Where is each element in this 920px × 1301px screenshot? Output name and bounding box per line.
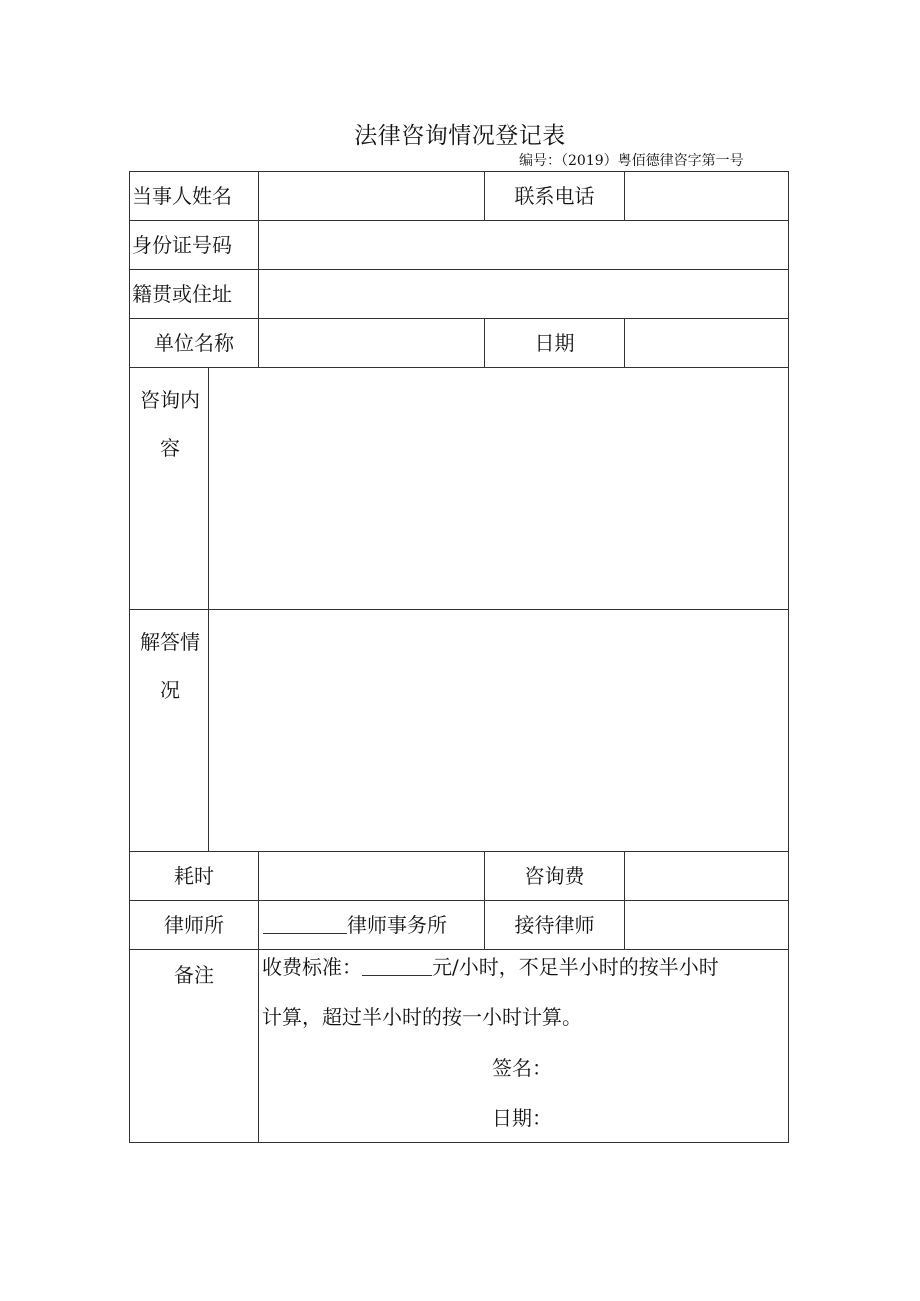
date-field[interactable] — [626, 319, 787, 366]
column-divider — [624, 171, 625, 220]
fee-standard-label: 收费标准： — [262, 955, 362, 979]
sign-date-label: 日期： — [492, 1106, 552, 1130]
law-firm-suffix: 律师事务所 — [347, 913, 447, 937]
answer-label: 解答情况 — [140, 630, 200, 702]
column-divider — [624, 851, 625, 949]
reception-lawyer-label: 接待律师 — [514, 913, 595, 937]
client-name-label: 当事人姓名 — [132, 184, 232, 208]
remarks-fee-line-2: 计算，超过半小时的按一小时计算。 — [262, 1005, 582, 1029]
answer-field[interactable] — [210, 610, 787, 850]
client-name-field[interactable] — [260, 172, 483, 219]
hourly-rate-blank[interactable] — [362, 955, 432, 976]
law-firm-blank[interactable] — [263, 913, 347, 934]
id-number-field[interactable] — [260, 221, 787, 268]
consult-content-label: 咨询内容 — [140, 388, 200, 460]
reception-lawyer-field[interactable] — [626, 901, 787, 948]
date-label: 日期 — [534, 331, 575, 355]
law-firm-field[interactable] — [263, 913, 447, 937]
id-number-label: 身份证号码 — [132, 233, 232, 257]
serial-number: 编号：（2019）粤佰德律咨字第一号 — [519, 153, 744, 169]
remarks-label: 备注 — [174, 963, 214, 987]
signature-label: 签名： — [492, 1056, 552, 1080]
column-divider — [258, 851, 259, 1143]
phone-label: 联系电话 — [514, 184, 595, 208]
column-divider — [624, 318, 625, 367]
consult-content-field[interactable] — [210, 368, 787, 608]
form-title: 法律咨询情况登记表 — [354, 123, 566, 149]
fee-standard-text: 元/小时，不足半小时的按半小时 — [432, 955, 719, 979]
remarks-fee-line — [262, 955, 719, 979]
time-spent-label: 耗时 — [174, 864, 214, 888]
company-label: 单位名称 — [154, 331, 234, 355]
law-firm-label: 律师所 — [164, 913, 224, 937]
address-label: 籍贯或住址 — [132, 282, 232, 306]
company-field[interactable] — [260, 319, 483, 366]
row-divider — [129, 949, 789, 950]
phone-field[interactable] — [626, 172, 787, 219]
fee-label: 咨询费 — [524, 864, 585, 888]
address-field[interactable] — [260, 270, 787, 317]
fee-field[interactable] — [626, 852, 787, 899]
time-spent-field[interactable] — [260, 852, 483, 899]
